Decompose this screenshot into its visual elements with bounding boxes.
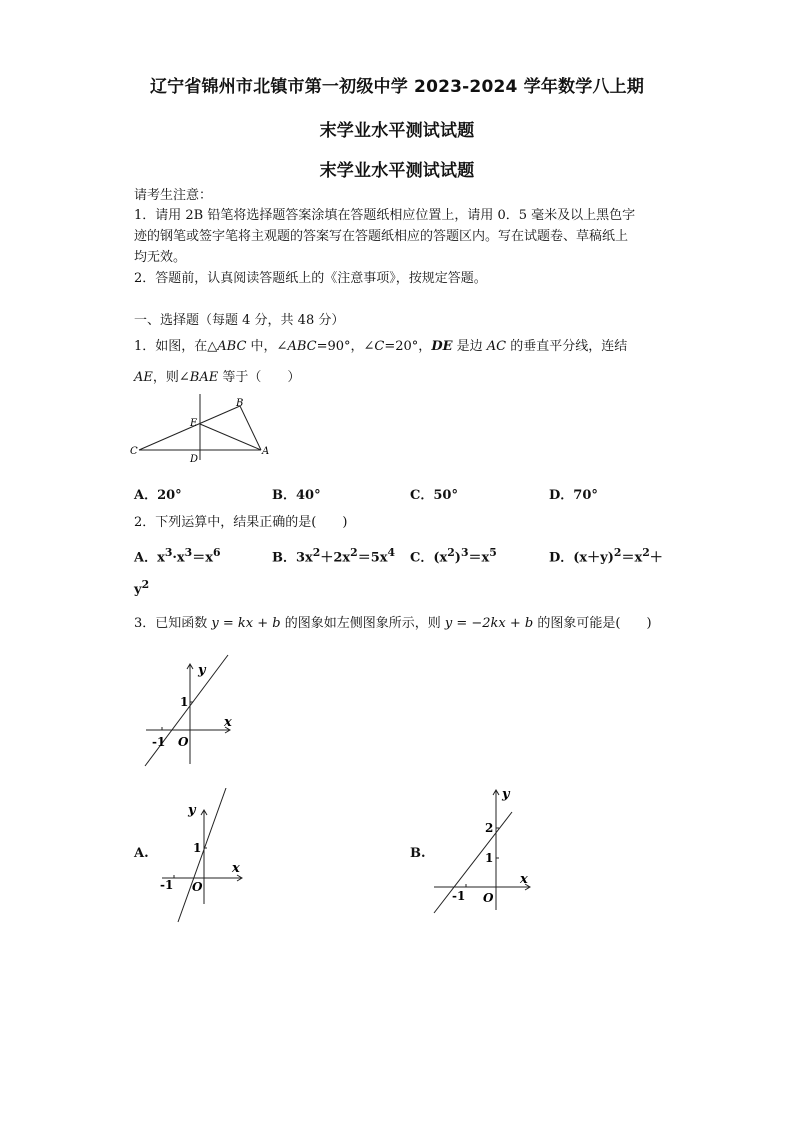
q1-stem-line-2: AE，则∠BAE 等于（ ） [134, 370, 301, 385]
q1-stem-line-1: 1．如图，在△ABC 中，∠ABC=90°，∠C=20°，DE 是边 AC 的垂直平分线，连结 [134, 339, 628, 354]
q1-triangle-figure [128, 394, 278, 468]
tick-label-neg1: -1 [452, 889, 466, 903]
q2-option-c[interactable]: C．$(x^2)^3=x^5$ [410, 546, 497, 566]
label-d: D [190, 454, 199, 465]
function-line [178, 788, 226, 922]
notice-item-1-line-3: 均无效。 [134, 250, 187, 265]
q1-option-b[interactable]: B．40° [272, 488, 321, 503]
y-label: y [502, 787, 510, 802]
function-line [434, 812, 512, 913]
segment-ae [200, 424, 261, 450]
notice-item-1-line-1: 1．请用 2B 铅笔将选择题答案涂填在答题纸相应位置上，请用 0．5 毫米及以上黑色字 [134, 208, 636, 223]
origin-label: O [483, 891, 494, 905]
title-line-2: 末学业水平测试试题 [319, 121, 475, 141]
label-e: E [190, 418, 198, 429]
tick-label-neg1: -1 [152, 735, 166, 749]
q1-option-d[interactable]: D．70° [549, 488, 598, 503]
x-label: x [232, 861, 240, 876]
q2-option-d[interactable]: D．$(x+y)^2=x^2+$ [549, 546, 663, 566]
label-c: C [130, 446, 138, 457]
notice-item-1-line-2: 迹的钢笔或签字笔将主观题的答案写在答题纸相应的答题区内。写在试题卷、草稿纸上 [134, 229, 629, 244]
label-b: B [236, 398, 244, 409]
function-line [145, 655, 228, 766]
q1-option-a[interactable]: A．20° [134, 488, 182, 503]
notice-item-2: 2．答题前，认真阅读答题纸上的《注意事项》，按规定答题。 [134, 271, 487, 286]
x-label: x [224, 715, 232, 730]
tick-label-neg1: -1 [160, 878, 174, 892]
q2-option-d-continued: $y^2$ [134, 578, 150, 598]
q3-option-a-label[interactable]: A. [134, 846, 149, 861]
y-label: y [188, 803, 196, 818]
q3-stem: 3．已知函数 y = kx + b 的图象如左侧图象所示，则 y = −2kx + b 的图象可能是( ) [134, 616, 652, 631]
x-label: x [520, 872, 528, 887]
q2-option-a[interactable]: A．$x^3\cdot x^3=x^6$ [134, 546, 221, 566]
title-line-3: 末学业水平测试试题 [319, 161, 475, 181]
q2-option-b[interactable]: B．$3x^2+2x^2=5x^4$ [272, 546, 396, 566]
section-heading: 一、选择题（每题 4 分，共 48 分） [134, 313, 345, 328]
q3-given-graph [140, 652, 240, 770]
q3-option-a-graph[interactable] [158, 788, 252, 928]
q3-option-b-graph[interactable] [430, 784, 536, 916]
origin-label: O [178, 735, 189, 749]
y-label: y [198, 663, 206, 678]
title-line-1: 辽宁省锦州市北镇市第一初级中学 2023-2024 学年数学八上期 [149, 77, 645, 97]
q3-option-b-label[interactable]: B. [410, 846, 426, 861]
tick-label-2: 2 [485, 821, 494, 835]
origin-label: O [192, 880, 203, 894]
tick-label-1: 1 [193, 841, 202, 855]
q2-stem: 2．下列运算中，结果正确的是( ) [134, 515, 348, 530]
tick-label-1: 1 [485, 851, 494, 865]
notice-heading: 请考生注意： [134, 188, 213, 203]
tick-label-1: 1 [180, 695, 189, 709]
side-ba [240, 406, 261, 450]
label-a: A [262, 446, 270, 457]
q1-option-c[interactable]: C．50° [410, 488, 458, 503]
